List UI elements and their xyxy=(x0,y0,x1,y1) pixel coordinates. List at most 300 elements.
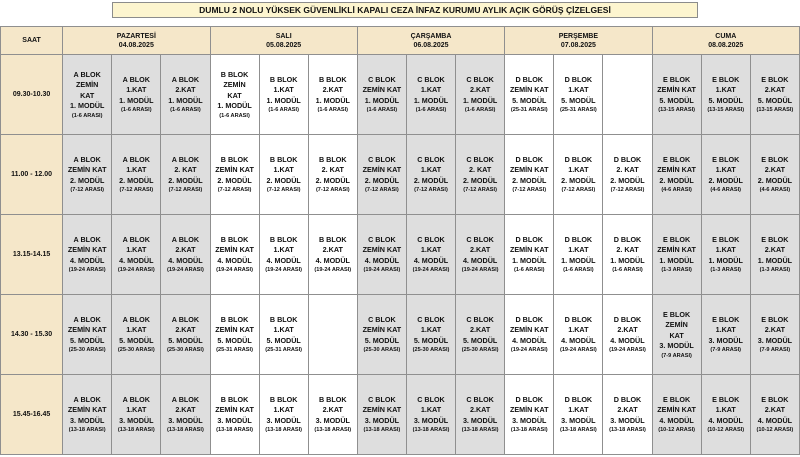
cell-line: 1.KAT xyxy=(126,245,147,255)
table-row xyxy=(1,375,800,455)
schedule-cell xyxy=(505,375,554,455)
cell-line: 4. MODÜL xyxy=(168,255,203,265)
cell-line: 2. KAT xyxy=(616,165,639,175)
cell-line: 1. MODÜL xyxy=(217,101,252,110)
cell-line: 1. MODÜL xyxy=(757,255,793,265)
cell-range: (19-24 ARASI) xyxy=(265,267,303,274)
cell-line: A BLOK xyxy=(122,314,150,324)
schedule-cell xyxy=(63,55,112,135)
cell-line: E BLOK xyxy=(712,394,740,404)
cell-line: 1.KAT xyxy=(126,85,147,95)
cell-line: 3. MODÜL xyxy=(168,415,203,425)
cell-line: B BLOK xyxy=(220,234,249,244)
day-name: PAZARTESİ xyxy=(116,32,156,40)
cell-range: (7-12 ARASI) xyxy=(119,187,154,194)
cell-line: 2. MODÜL xyxy=(757,175,793,185)
cell-line: 3. MODÜL xyxy=(70,415,105,425)
schedule-cell xyxy=(701,295,750,375)
day-name: PERŞEMBE xyxy=(558,32,599,40)
cell-line: 1. MODÜL xyxy=(708,255,743,265)
cell-line: 3. MODÜL xyxy=(413,415,449,425)
cell-line: 2.KAT xyxy=(470,325,491,335)
schedule-cell xyxy=(406,375,455,455)
cell-line: 4. MODÜL xyxy=(757,415,793,425)
cell-line: ZEMİN KAT xyxy=(509,325,549,335)
cell-line: D BLOK xyxy=(564,394,593,404)
cell-range: (7-12 ARASI) xyxy=(365,187,399,194)
schedule-cell xyxy=(161,215,210,295)
cell-line: ZEMİN KAT xyxy=(215,325,254,335)
cell-range: (25-30 ARASI) xyxy=(167,347,204,354)
cell-range: (1-6 ARASI) xyxy=(415,107,447,114)
cell-line: B BLOK xyxy=(220,69,249,79)
cell-line: E BLOK xyxy=(663,309,691,319)
cell-range: (1-6 ARASI) xyxy=(219,112,250,119)
cell-range: (1-6 ARASI) xyxy=(317,107,349,114)
cell-line: ZEMİN KAT xyxy=(362,245,402,255)
cell-range: (19-24 ARASI) xyxy=(167,267,204,274)
cell-range: (10-12 ARASI) xyxy=(707,427,745,434)
cell-range: (13-18 ARASI) xyxy=(117,427,155,434)
cell-line: 5. MODÜL xyxy=(659,95,694,105)
schedule-cell xyxy=(308,375,357,455)
cell-line: E BLOK xyxy=(761,394,789,404)
cell-line: ZEMİN KAT xyxy=(657,165,696,175)
cell-line: A BLOK xyxy=(171,234,200,244)
cell-range: (7-12 ARASI) xyxy=(512,187,547,194)
cell-line: B BLOK xyxy=(269,154,298,164)
cell-line: C BLOK xyxy=(368,234,396,244)
cell-range: (19-24 ARASI) xyxy=(363,267,401,274)
schedule-cell xyxy=(603,55,652,135)
schedule-cell xyxy=(750,295,799,375)
cell-line: 4. MODÜL xyxy=(266,255,301,265)
schedule-cell xyxy=(603,135,652,215)
cell-line: 2.KAT xyxy=(764,325,785,335)
cell-line: 1. MODÜL xyxy=(610,255,645,265)
cell-line: C BLOK xyxy=(417,154,445,164)
cell-line: B BLOK xyxy=(220,394,249,404)
cell-range: (7-12 ARASI) xyxy=(266,187,301,194)
cell-line: 1. MODÜL xyxy=(119,95,154,105)
cell-range: (25-31 ARASI) xyxy=(510,107,548,114)
cell-line: 3. MODÜL xyxy=(757,335,793,345)
cell-line: KAT xyxy=(80,90,95,100)
cell-line: 4. MODÜL xyxy=(70,255,105,265)
cell-line: ZEMİN KAT xyxy=(67,245,107,255)
cell-line: 3. MODÜL xyxy=(708,335,743,345)
day-date: 08.08.2025 xyxy=(708,41,744,49)
cell-line: D BLOK xyxy=(515,154,544,164)
cell-line: 2. MODÜL xyxy=(610,175,645,185)
schedule-cell xyxy=(161,55,210,135)
schedule-cell xyxy=(456,55,505,135)
cell-line: 2. MODÜL xyxy=(708,175,743,185)
table-row xyxy=(1,295,800,375)
schedule-cell xyxy=(406,55,455,135)
schedule-cell xyxy=(505,215,554,295)
cell-line: E BLOK xyxy=(663,74,691,84)
day-header xyxy=(63,27,210,55)
cell-range: (13-18 ARASI) xyxy=(363,427,401,434)
cell-range: (13-18 ARASI) xyxy=(412,427,450,434)
day-date: 06.08.2025 xyxy=(413,41,449,49)
cell-line: 2. MODÜL xyxy=(413,175,449,185)
cell-range: (7-12 ARASI) xyxy=(168,187,203,194)
cell-line: 2. MODÜL xyxy=(315,175,350,185)
cell-range: (1-6 ARASI) xyxy=(71,112,103,119)
schedule-cell xyxy=(406,135,455,215)
cell-line: 2.KAT xyxy=(470,245,491,255)
cell-range: (13-18 ARASI) xyxy=(167,427,204,434)
schedule-cell xyxy=(701,375,750,455)
cell-line: A BLOK xyxy=(171,394,200,404)
day-date: 07.08.2025 xyxy=(560,41,596,49)
cell-line: 1.KAT xyxy=(568,245,589,255)
cell-line: E BLOK xyxy=(712,314,740,324)
cell-line: 2.KAT xyxy=(175,85,196,95)
cell-range: (25-30 ARASI) xyxy=(117,347,155,354)
cell-range: (1-3 ARASI) xyxy=(759,267,791,274)
cell-line: 1.KAT xyxy=(273,245,294,255)
schedule-cell xyxy=(554,375,603,455)
cell-line: D BLOK xyxy=(613,154,642,164)
schedule-cell xyxy=(701,135,750,215)
cell-line: E BLOK xyxy=(663,154,691,164)
cell-line: C BLOK xyxy=(466,154,494,164)
cell-line: ZEMİN xyxy=(76,80,99,89)
schedule-cell xyxy=(112,55,161,135)
cell-line: 3. MODÜL xyxy=(266,415,301,425)
cell-line: 1.KAT xyxy=(126,325,147,335)
cell-range: (7-12 ARASI) xyxy=(414,187,448,194)
schedule-cell xyxy=(750,55,799,135)
cell-range: (25-31 ARASI) xyxy=(216,347,253,354)
cell-line: ZEMİN KAT xyxy=(657,405,696,415)
time-slot: 11.00 - 12.00 xyxy=(1,135,63,215)
cell-range: (25-30 ARASI) xyxy=(68,347,106,354)
cell-range: (7-12 ARASI) xyxy=(610,187,645,194)
cell-range: (1-6 ARASI) xyxy=(121,107,152,114)
cell-line: 2.KAT xyxy=(322,405,343,415)
cell-line: 1.KAT xyxy=(715,405,736,415)
schedule-cell xyxy=(505,55,554,135)
cell-line: 1.KAT xyxy=(420,245,442,255)
cell-line: B BLOK xyxy=(220,154,249,164)
cell-range: (7-9 ARASI) xyxy=(759,347,791,354)
cell-line: C BLOK xyxy=(417,234,445,244)
cell-line: 1.KAT xyxy=(126,405,147,415)
cell-line: 2. KAT xyxy=(174,165,197,175)
cell-line: D BLOK xyxy=(564,74,593,84)
cell-range: (13-18 ARASI) xyxy=(68,427,106,434)
schedule-cell xyxy=(259,55,308,135)
schedule-cell xyxy=(701,215,750,295)
schedule-body xyxy=(1,55,800,455)
schedule-cell xyxy=(554,135,603,215)
schedule-cell xyxy=(308,295,357,375)
schedule-cell xyxy=(456,215,505,295)
table-row xyxy=(1,55,800,135)
cell-line: 4. MODÜL xyxy=(708,415,743,425)
cell-line: A BLOK xyxy=(73,69,101,79)
cell-line: 2.KAT xyxy=(175,245,196,255)
schedule-cell xyxy=(652,375,701,455)
cell-line: 3. MODÜL xyxy=(610,415,645,425)
schedule-cell xyxy=(554,215,603,295)
cell-line: 5. MODÜL xyxy=(462,335,498,345)
cell-line: 2.KAT xyxy=(617,325,638,335)
schedule-cell xyxy=(406,295,455,375)
day-date: 05.08.2025 xyxy=(266,41,302,49)
cell-line: A BLOK xyxy=(171,74,200,84)
schedule-cell xyxy=(750,375,799,455)
cell-range: (7-12 ARASI) xyxy=(315,187,350,194)
cell-line: E BLOK xyxy=(761,74,789,84)
cell-line: A BLOK xyxy=(73,234,101,244)
cell-line: 1.KAT xyxy=(420,405,442,415)
schedule-cell xyxy=(357,375,406,455)
cell-line: ZEMİN xyxy=(223,80,246,89)
schedule-cell xyxy=(259,375,308,455)
cell-line: 1.KAT xyxy=(420,85,442,95)
schedule-cell xyxy=(456,135,505,215)
saat-header: SAAT xyxy=(1,27,63,55)
schedule-cell xyxy=(357,215,406,295)
cell-line: B BLOK xyxy=(269,74,298,84)
cell-line: ZEMİN KAT xyxy=(509,85,549,95)
schedule-cell xyxy=(63,375,112,455)
cell-range: (25-30 ARASI) xyxy=(461,347,499,354)
cell-line: 5. MODÜL xyxy=(708,95,743,105)
time-slot: 14.30 - 15.30 xyxy=(1,295,63,375)
cell-range: (7-12 ARASI) xyxy=(463,187,497,194)
schedule-cell xyxy=(161,135,210,215)
cell-range: (19-24 ARASI) xyxy=(68,267,106,274)
cell-line: 1.KAT xyxy=(568,85,589,95)
day-header xyxy=(652,27,799,55)
cell-line: KAT xyxy=(227,90,242,100)
cell-line: 5. MODÜL xyxy=(168,335,203,345)
cell-line: ZEMİN KAT xyxy=(362,85,402,95)
cell-line: D BLOK xyxy=(515,74,544,84)
cell-line: ZEMİN KAT xyxy=(509,165,549,175)
schedule-cell xyxy=(112,135,161,215)
cell-line: 2. MODÜL xyxy=(659,175,694,185)
cell-line: 1.KAT xyxy=(568,325,589,335)
schedule-cell xyxy=(750,135,799,215)
schedule-cell xyxy=(750,215,799,295)
cell-range: (19-24 ARASI) xyxy=(117,267,155,274)
cell-range: (25-31 ARASI) xyxy=(265,347,303,354)
cell-range: (1-6 ARASI) xyxy=(366,107,398,114)
cell-range: (19-24 ARASI) xyxy=(461,267,499,274)
cell-line: D BLOK xyxy=(515,394,544,404)
cell-range: (1-6 ARASI) xyxy=(513,267,545,274)
cell-line: E BLOK xyxy=(761,234,789,244)
day-header xyxy=(505,27,652,55)
cell-line: C BLOK xyxy=(466,314,494,324)
cell-line: 4. MODÜL xyxy=(413,255,449,265)
cell-line: 1.KAT xyxy=(273,325,294,335)
cell-line: 1.KAT xyxy=(568,165,589,175)
cell-line: ZEMİN KAT xyxy=(362,165,402,175)
cell-range: (1-6 ARASI) xyxy=(268,107,299,114)
cell-line: 4. MODÜL xyxy=(659,415,694,425)
cell-line: C BLOK xyxy=(368,314,396,324)
cell-line: E BLOK xyxy=(663,394,691,404)
cell-line: ZEMİN KAT xyxy=(215,165,254,175)
schedule-cell xyxy=(357,135,406,215)
cell-line: 1.KAT xyxy=(715,85,736,95)
schedule-cell xyxy=(357,295,406,375)
schedule-cell xyxy=(161,295,210,375)
schedule-cell xyxy=(652,55,701,135)
day-header xyxy=(357,27,504,55)
cell-line: 4. MODÜL xyxy=(217,255,252,265)
cell-line: 2. MODÜL xyxy=(266,175,301,185)
schedule-cell xyxy=(456,295,505,375)
schedule-cell xyxy=(63,215,112,295)
cell-line: 2. MODÜL xyxy=(561,175,596,185)
cell-line: 1. MODÜL xyxy=(168,95,203,105)
schedule-cell xyxy=(554,55,603,135)
cell-line: A BLOK xyxy=(122,154,150,164)
schedule-cell xyxy=(210,375,259,455)
schedule-cell xyxy=(63,135,112,215)
cell-line: 2.KAT xyxy=(470,85,491,95)
cell-line: 4. MODÜL xyxy=(561,335,596,345)
cell-line: D BLOK xyxy=(564,154,593,164)
schedule-cell xyxy=(357,55,406,135)
cell-line: E BLOK xyxy=(663,234,691,244)
cell-line: ZEMİN KAT xyxy=(362,325,402,335)
cell-line: 2. MODÜL xyxy=(70,175,105,185)
cell-line: 3. MODÜL xyxy=(119,415,154,425)
cell-line: C BLOK xyxy=(417,314,445,324)
cell-line: E BLOK xyxy=(761,154,789,164)
cell-line: ZEMİN KAT xyxy=(362,405,402,415)
schedule-cell xyxy=(652,295,701,375)
time-slot: 09.30-10.30 xyxy=(1,55,63,135)
schedule-cell xyxy=(210,215,259,295)
cell-line: 4. MODÜL xyxy=(512,335,547,345)
cell-line: 2.KAT xyxy=(175,405,196,415)
cell-line: 5. MODÜL xyxy=(512,95,547,105)
cell-line: 4. MODÜL xyxy=(610,335,645,345)
cell-line: A BLOK xyxy=(73,314,101,324)
cell-line: 2.KAT xyxy=(764,245,785,255)
cell-range: (7-9 ARASI) xyxy=(710,347,741,354)
schedule-cell xyxy=(161,375,210,455)
cell-line: 2. MODÜL xyxy=(462,175,498,185)
cell-range: (13-15 ARASI) xyxy=(707,107,745,114)
cell-line: 5. MODÜL xyxy=(364,335,400,345)
cell-range: (1-3 ARASI) xyxy=(710,267,741,274)
cell-line: E BLOK xyxy=(712,154,740,164)
cell-line: C BLOK xyxy=(368,154,396,164)
cell-range: (4-6 ARASI) xyxy=(661,187,692,194)
cell-line: 1.KAT xyxy=(420,165,442,175)
schedule-cell xyxy=(308,135,357,215)
cell-line: ZEMİN KAT xyxy=(215,245,254,255)
cell-line: D BLOK xyxy=(564,234,593,244)
cell-line: 2.KAT xyxy=(470,405,491,415)
cell-range: (10-12 ARASI) xyxy=(658,427,695,434)
cell-line: 4. MODÜL xyxy=(462,255,498,265)
cell-range: (13-18 ARASI) xyxy=(216,427,253,434)
cell-line: 2.KAT xyxy=(322,245,343,255)
cell-line: 3. MODÜL xyxy=(364,415,400,425)
cell-line: ZEMİN KAT xyxy=(67,165,107,175)
cell-line: 4. MODÜL xyxy=(364,255,400,265)
cell-line: D BLOK xyxy=(613,394,642,404)
schedule-table xyxy=(0,26,800,455)
cell-line: B BLOK xyxy=(318,394,347,404)
cell-line: 5. MODÜL xyxy=(757,95,793,105)
day-header xyxy=(210,27,357,55)
schedule-cell xyxy=(63,295,112,375)
cell-range: (19-24 ARASI) xyxy=(314,267,352,274)
schedule-cell xyxy=(259,215,308,295)
cell-line: 3. MODÜL xyxy=(561,415,596,425)
cell-line: A BLOK xyxy=(171,154,200,164)
cell-line: 1.KAT xyxy=(273,85,294,95)
cell-line: 1. MODÜL xyxy=(364,95,400,105)
cell-line: B BLOK xyxy=(269,234,298,244)
cell-line: 2. MODÜL xyxy=(364,175,400,185)
cell-range: (7-9 ARASI) xyxy=(661,352,692,359)
cell-range: (19-24 ARASI) xyxy=(412,267,450,274)
cell-line: D BLOK xyxy=(613,314,642,324)
cell-line: B BLOK xyxy=(220,314,249,324)
cell-line: 3. MODÜL xyxy=(315,415,350,425)
cell-line: 1. MODÜL xyxy=(512,255,547,265)
cell-line: B BLOK xyxy=(269,394,298,404)
cell-range: (25-30 ARASI) xyxy=(363,347,401,354)
cell-range: (4-6 ARASI) xyxy=(759,187,791,194)
cell-range: (7-12 ARASI) xyxy=(561,187,596,194)
cell-line: B BLOK xyxy=(269,314,298,324)
cell-line: 1.KAT xyxy=(126,165,147,175)
cell-line: A BLOK xyxy=(73,154,101,164)
cell-line: D BLOK xyxy=(515,314,544,324)
cell-line: B BLOK xyxy=(318,74,347,84)
schedule-cell xyxy=(603,375,652,455)
cell-line: A BLOK xyxy=(73,394,101,404)
schedule-cell xyxy=(406,215,455,295)
cell-line: C BLOK xyxy=(466,74,494,84)
schedule-cell xyxy=(652,215,701,295)
cell-line: 1. MODÜL xyxy=(561,255,596,265)
cell-range: (1-6 ARASI) xyxy=(170,107,201,114)
cell-line: 5. MODÜL xyxy=(217,335,252,345)
schedule-cell xyxy=(210,295,259,375)
cell-line: 2.KAT xyxy=(764,85,785,95)
table-row xyxy=(1,215,800,295)
cell-line: 2.KAT xyxy=(764,165,785,175)
cell-line: 1. MODÜL xyxy=(659,255,694,265)
cell-line: 2. MODÜL xyxy=(168,175,203,185)
cell-line: 1. MODÜL xyxy=(70,101,105,110)
header-row xyxy=(1,27,800,55)
cell-line: 1. MODÜL xyxy=(315,95,350,105)
cell-line: 1.KAT xyxy=(273,165,294,175)
cell-range: (25-31 ARASI) xyxy=(559,107,597,114)
schedule-cell xyxy=(112,375,161,455)
cell-line: 1.KAT xyxy=(273,405,294,415)
schedule-cell xyxy=(210,55,259,135)
